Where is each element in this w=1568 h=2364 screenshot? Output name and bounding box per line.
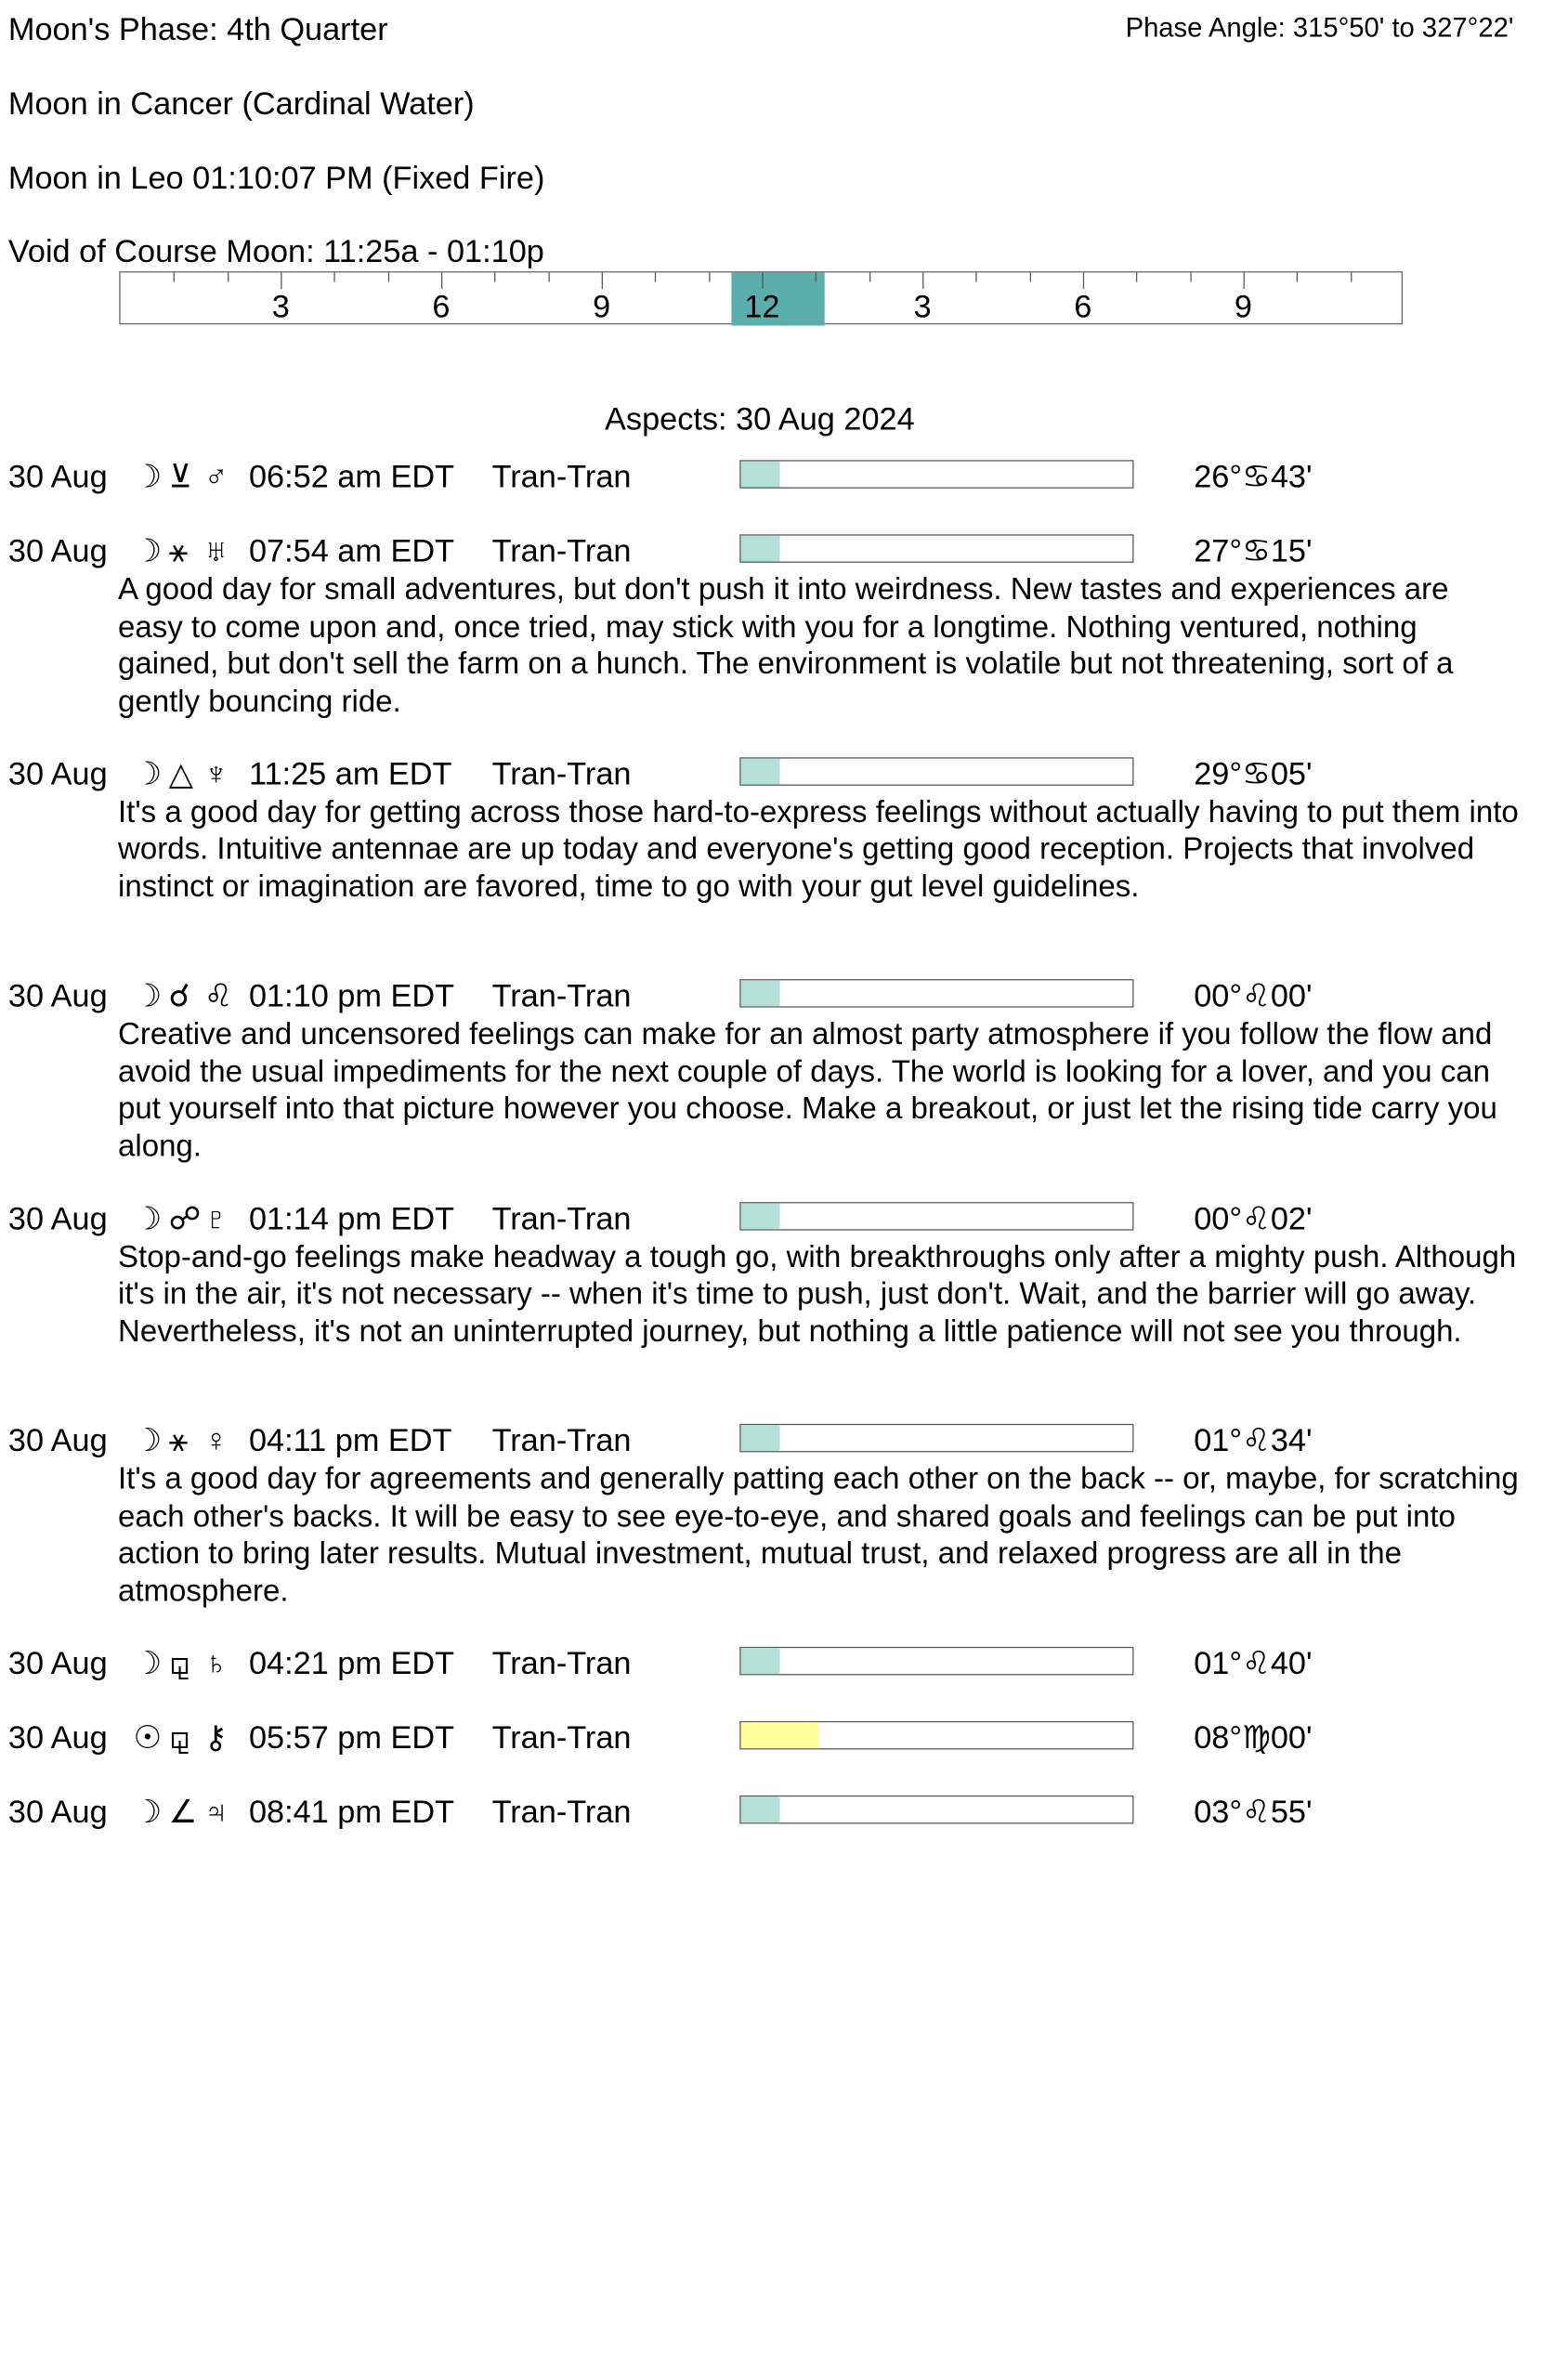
aspect-time: 06:52 am EDT [248, 459, 455, 495]
aspect-date: 30 Aug [7, 977, 108, 1013]
timeline-hour-label: 12 [744, 289, 780, 325]
aspect-time: 11:25 am EDT [248, 755, 452, 791]
aspect-type: Tran-Tran [491, 533, 632, 569]
aspect-type: Tran-Tran [491, 1200, 632, 1236]
planet-2-glyph: ♀ [203, 1422, 229, 1458]
strength-bar-fill [741, 1203, 780, 1229]
timeline-tick [548, 272, 549, 281]
timeline-tick [1351, 272, 1352, 281]
timeline-tick [922, 272, 923, 289]
aspect-glyph: ☌ [168, 977, 190, 1013]
aspect-type: Tran-Tran [491, 459, 632, 495]
aspect-time: 04:11 pm EDT [248, 1422, 452, 1458]
aspect-type: Tran-Tran [491, 1794, 632, 1830]
aspect-type: Tran-Tran [491, 755, 632, 791]
strength-bar [739, 534, 1133, 562]
aspect-degree: 26°♋43' [1194, 459, 1313, 495]
aspect-degree: 01°♌40' [1194, 1645, 1313, 1681]
planet-2-glyph: ♇ [203, 1200, 229, 1236]
aspect-time: 07:54 am EDT [248, 533, 455, 569]
timeline-tick [334, 272, 335, 281]
strength-bar-fill [741, 1796, 780, 1822]
timeline-hour-label: 3 [271, 289, 290, 325]
planet-1-glyph: ☽ [133, 459, 163, 495]
timeline-hour-label: 9 [593, 289, 611, 325]
timeline-tick [976, 272, 977, 281]
aspect-description: Stop-and-go feelings make headway a tough go, with breakthroughs only after a mighty push. Although it's in the air, it's not necessary -- when it's time to push, just don't. Wait, and the barrier will go away. Nevertheless, it's not an uninterrupted journey, but nothing a little patience will not see you through. [118, 1237, 1517, 1348]
strength-bar-fill [741, 1648, 780, 1674]
planet-2-glyph: ♆ [203, 755, 229, 791]
timeline-tick [441, 272, 442, 289]
strength-bar [739, 1720, 1133, 1748]
timeline-tick [228, 272, 229, 281]
aspect-date: 30 Aug [7, 1719, 108, 1756]
aspect-degree: 03°♌55' [1194, 1794, 1313, 1830]
planet-1-glyph: ☽ [133, 977, 163, 1013]
timeline-tick [709, 272, 710, 281]
aspect-time: 04:21 pm EDT [248, 1645, 455, 1681]
timeline-hour-label: 6 [1074, 289, 1092, 325]
timeline-tick [1136, 272, 1137, 281]
strength-bar [739, 1795, 1133, 1822]
aspect-date: 30 Aug [7, 1794, 108, 1830]
aspect-time: 05:57 pm EDT [248, 1719, 455, 1756]
aspect-description: A good day for small adventures, but don't push it into weirdness. New tastes and experiences are easy to come upon and, once tried, may stick with you for a longtime. Nothing ventured, nothing gained, but don't sell the farm on a hunch. The environment is volatile but not threatening, sort of a gently bouncing ride. [118, 570, 1454, 718]
aspect-glyph: ⚹ [168, 1422, 189, 1458]
aspect-degree: 08°♍00' [1194, 1719, 1313, 1756]
timeline-tick [387, 272, 388, 281]
timeline-tick [1083, 272, 1084, 289]
aspect-degree: 27°♋15' [1194, 533, 1313, 569]
aspect-time: 01:10 pm EDT [248, 977, 455, 1013]
timeline-tick [602, 272, 603, 289]
aspect-glyph: ⊻ [168, 459, 192, 495]
planet-2-glyph: ♃ [203, 1794, 229, 1830]
strength-bar [739, 979, 1133, 1007]
aspect-degree: 00°♌00' [1194, 977, 1313, 1013]
aspect-type: Tran-Tran [491, 1645, 632, 1681]
planet-1-glyph: ☽ [133, 1200, 163, 1236]
timeline-hour-label: 6 [432, 289, 451, 325]
planet-1-glyph: ☽ [133, 1645, 163, 1681]
planet-2-glyph: ♌ [203, 977, 233, 1013]
moon-sign-cancer: Moon in Cancer (Cardinal Water) [7, 85, 475, 122]
timeline-tick [1190, 272, 1191, 281]
aspect-time: 08:41 pm EDT [248, 1794, 455, 1830]
timeline-tick [174, 272, 175, 281]
aspect-type: Tran-Tran [491, 1719, 632, 1756]
strength-bar [739, 1201, 1133, 1229]
aspects-title: Aspects: 30 Aug 2024 [605, 400, 915, 437]
aspect-degree: 01°♌34' [1194, 1422, 1313, 1458]
planet-2-glyph: ♄ [203, 1645, 229, 1681]
strength-bar-fill [741, 1425, 780, 1451]
timeline-tick [762, 272, 763, 289]
strength-bar [739, 1424, 1133, 1452]
planet-2-glyph: ♅ [203, 533, 229, 569]
aspect-glyph: ☍ [168, 1200, 202, 1236]
aspect-type: Tran-Tran [491, 1422, 632, 1458]
strength-bar-fill [741, 462, 780, 488]
planet-1-glyph: ☽ [133, 755, 163, 791]
void-of-course-timeline [119, 271, 1403, 324]
strength-bar-fill [741, 1722, 819, 1748]
void-of-course: Void of Course Moon: 11:25a - 01:10p [7, 233, 544, 269]
aspect-glyph: ⚹ [168, 533, 189, 569]
aspect-date: 30 Aug [7, 533, 108, 569]
strength-bar [739, 757, 1133, 785]
aspect-glyph: △ [168, 755, 193, 791]
aspect-description: It's a good day for agreements and generally patting each other on the back -- or, maybe, for scratching each other's backs. It will be easy to see eye-to-eye, and shared goals and feelings can be put into action to bring later results. Mutual investment, mutual trust, and relaxed progress are all in the atmosphere. [118, 1460, 1519, 1608]
timeline-hour-label: 3 [913, 289, 932, 325]
planet-2-glyph: ⚷ [203, 1719, 228, 1756]
timeline-tick [816, 272, 817, 281]
aspect-date: 30 Aug [7, 1645, 108, 1681]
timeline-tick [1297, 272, 1298, 281]
aspect-date: 30 Aug [7, 1200, 108, 1236]
aspect-type: Tran-Tran [491, 977, 632, 1013]
planet-1-glyph: ☽ [133, 1794, 163, 1830]
aspect-date: 30 Aug [7, 1422, 108, 1458]
timeline-tick [1029, 272, 1030, 281]
moon-sign-leo: Moon in Leo 01:10:07 PM (Fixed Fire) [7, 160, 545, 196]
aspect-time: 01:14 pm EDT [248, 1200, 455, 1236]
planet-2-glyph: ♂ [203, 459, 229, 495]
moon-phase: Moon's Phase: 4th Quarter [7, 11, 388, 47]
strength-bar [739, 460, 1133, 488]
aspect-date: 30 Aug [7, 459, 108, 495]
aspect-description: It's a good day for getting across those hard-to-express feelings without actually having to put them into words. Intuitive antennae are up today and everyone's getting good reception. Projects that involved instinct or imagination are favored, time to go with your gut level guidelines. [118, 793, 1519, 904]
strength-bar-fill [741, 536, 780, 562]
aspect-degree: 29°♋05' [1194, 755, 1313, 791]
timeline-tick [655, 272, 656, 281]
aspect-description: Creative and uncensored feelings can make for an almost party atmosphere if you follow the flow and avoid the usual impediments for the next couple of days. The world is looking for a lover, and you can put yourself into that picture however you choose. Make a breakout, or just let the rising tide carry you along. [118, 1015, 1497, 1163]
strength-bar [739, 1646, 1133, 1674]
timeline-tick [495, 272, 496, 281]
timeline-tick [1243, 272, 1244, 289]
aspect-glyph: ⚼ [168, 1719, 191, 1756]
aspect-glyph: ⚼ [168, 1645, 191, 1681]
strength-bar-fill [741, 980, 780, 1006]
timeline-hour-label: 9 [1234, 289, 1253, 325]
planet-1-glyph: ☉ [133, 1719, 163, 1756]
aspect-degree: 00°♌02' [1194, 1200, 1313, 1236]
aspect-glyph: ∠ [168, 1794, 198, 1830]
planet-1-glyph: ☽ [133, 1422, 163, 1458]
strength-bar-fill [741, 758, 780, 784]
planet-1-glyph: ☽ [133, 533, 163, 569]
phase-angle: Phase Angle: 315°50' to 327°22' [1125, 11, 1514, 43]
aspect-date: 30 Aug [7, 755, 108, 791]
